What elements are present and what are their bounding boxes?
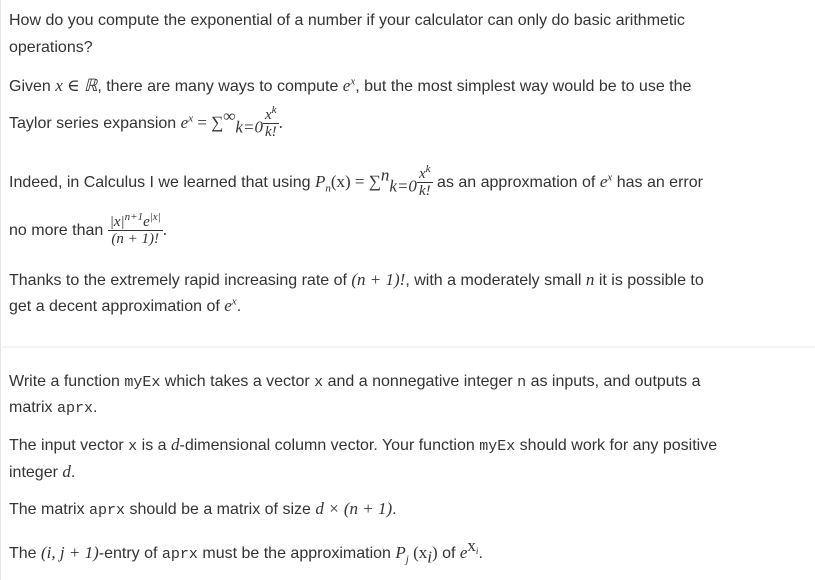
thanks-line-1 [9, 269, 704, 292]
text: How do you compute the exponential of a number if your calculator can only do basic arithmetic [9, 12, 685, 29]
text: , there are many ways to compute [97, 78, 343, 95]
text: , but the most simplest way would be to use the [355, 78, 692, 95]
text: it is possible to [594, 272, 704, 289]
thanks-line-2: get a decent approximation of $e^x$. [9, 295, 242, 315]
code-myEx: myEx [479, 438, 516, 455]
text: The [9, 545, 42, 562]
math-n: n [585, 270, 595, 289]
text: and a nonnegative integer [323, 373, 518, 390]
math-e-x: $e^x$ [224, 295, 237, 315]
math-sum: $\sum^\infty_{k=0}$ [211, 106, 263, 137]
math-x-in-R: x ∈ ℝ [55, 76, 98, 95]
math-ij: (i, j + 1) [41, 543, 99, 562]
text: -entry of [98, 545, 162, 562]
code-x: x [128, 438, 138, 455]
size-line: The matrix aprx should be a matrix of size d × (n + 1). [9, 499, 397, 519]
task-line-2: matrix aprx. [9, 399, 98, 417]
input-line-2: integer d. [9, 462, 76, 481]
math-e-x: $e^x$ [599, 171, 613, 191]
math-Pj: $P_j$ [395, 543, 409, 566]
code-x: x [314, 374, 324, 391]
math-fraction: $\frac{x^k}{k!}$ [418, 163, 431, 200]
entry-line: The (i, j + 1)-entry of aprx must be the approximation $P_j$ $(x_i)$ of $e^{x_i}$. [9, 536, 483, 567]
question-line-2 [9, 37, 93, 59]
code-myEx: myEx [124, 374, 161, 391]
calculus-line [9, 162, 703, 203]
text: -dimensional column vector. Your function [179, 437, 480, 454]
text: Given [9, 78, 56, 95]
given-line [9, 75, 691, 98]
math-error-fraction: $\frac{|x|^{n+1}e^{|x|}}{(n + 1)!}$ [109, 211, 161, 248]
text: must be the approximation [197, 545, 396, 562]
text: has an error [612, 174, 703, 191]
text: Write a function [9, 373, 125, 390]
text: get a decent approximation of [9, 298, 225, 315]
text: no more than [9, 222, 108, 239]
math-e-x: $e^x$ [342, 75, 356, 95]
math-d: d [62, 462, 71, 481]
question-line-1 [9, 10, 685, 32]
text: integer [9, 464, 63, 481]
text: matrix [9, 399, 57, 416]
math-fraction: $\frac{x^k}{k!}$ [264, 104, 277, 141]
code-n: n [517, 374, 527, 391]
math-size: d × (n + 1) [315, 499, 393, 518]
text: is a [137, 437, 171, 454]
math-factorial: (n + 1)! [351, 270, 406, 289]
text: operations? [9, 39, 93, 56]
math-e-x: $e^x$ [180, 112, 194, 132]
math-e-xi: $e^{x_i}$ [459, 536, 479, 562]
section-divider [2, 346, 815, 348]
text: which takes a vector [160, 373, 315, 390]
text: should be a matrix of size [125, 501, 316, 518]
text: as inputs, and outputs a [526, 373, 701, 390]
text: of [437, 545, 460, 562]
task-line-1 [9, 371, 700, 394]
code-aprx: aprx [161, 546, 198, 563]
text: The input vector [9, 437, 129, 454]
text: should work for any positive [515, 437, 718, 454]
math-xi: $(x_i)$ [413, 543, 438, 567]
text: as an approxmation of [432, 174, 600, 191]
taylor-line: Taylor series expansion $e^x = \sum^\infty_{k=0}$ $\frac{x^k}{k!}$ . [9, 104, 283, 141]
text: Taylor series expansion [9, 115, 181, 132]
math-sum: ∑$^n_{k=0}$ [368, 165, 417, 196]
error-bound-line: no more than $\frac{|x|^{n+1}e^{|x|}}{(n + 1)!}$ . [9, 211, 167, 248]
text: The matrix [9, 501, 90, 518]
code-aprx: aprx [57, 400, 94, 417]
math-d: d [170, 435, 180, 454]
text: Indeed, in Calculus I we learned that using [9, 174, 315, 191]
text: Thanks to the extremely rapid increasing rate of [9, 272, 352, 289]
code-aprx: aprx [89, 502, 126, 519]
text: , with a moderately small [405, 272, 586, 289]
math-Pn: $P_n$ [314, 172, 331, 195]
input-line-1 [9, 434, 717, 458]
math-text: (x) = [330, 172, 369, 191]
